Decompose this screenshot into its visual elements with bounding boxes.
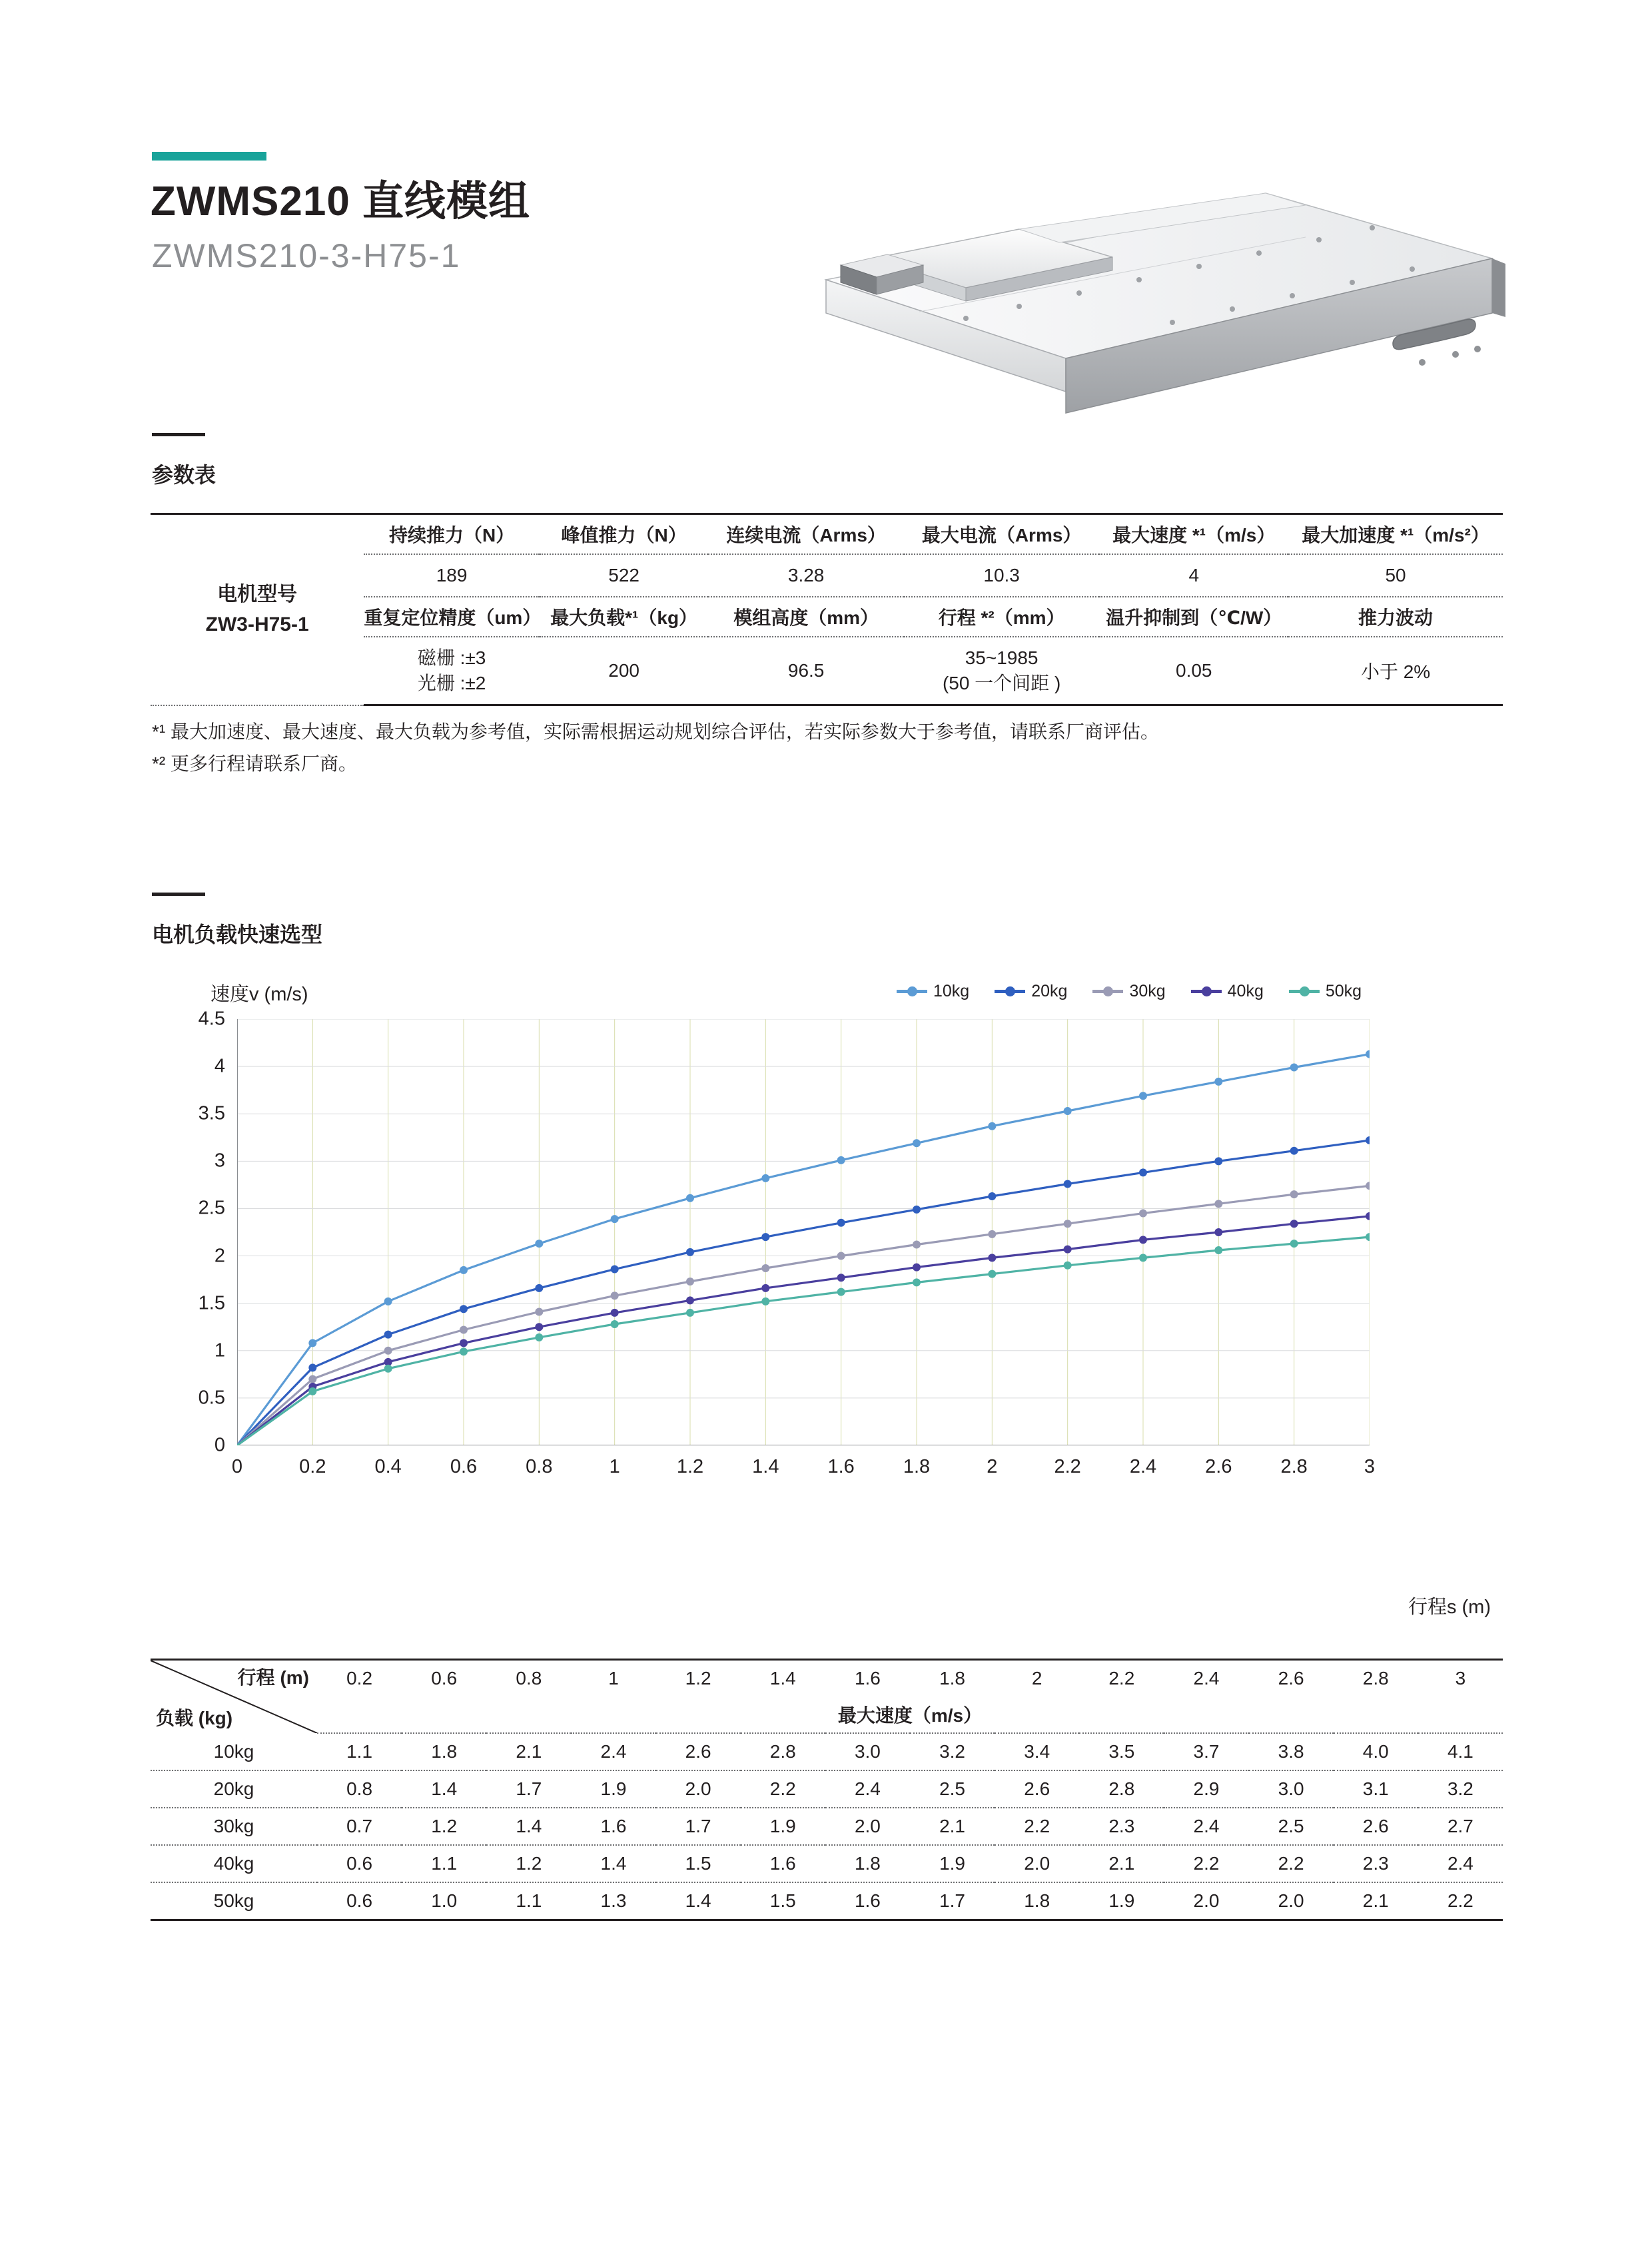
legend-item-30kg bbox=[1092, 982, 1165, 1001]
cell-value: 2.0 bbox=[1164, 1882, 1248, 1920]
cell-value: 1.2 bbox=[486, 1845, 571, 1882]
chart-svg bbox=[237, 1019, 1370, 1445]
cell-value: 96.5 bbox=[708, 637, 904, 705]
table-row bbox=[151, 1808, 1503, 1845]
table-corner-header bbox=[151, 1660, 317, 1734]
corner-load-label: 负载 (kg) bbox=[156, 1708, 233, 1728]
x-axis-label: 行程s (m) bbox=[1408, 1597, 1491, 1618]
row-header-50kg: 50kg bbox=[151, 1882, 317, 1920]
y-tick-label: 3.5 bbox=[198, 1102, 225, 1124]
cell-value: 3.5 bbox=[1079, 1733, 1164, 1770]
cell-value: 2.0 bbox=[825, 1808, 910, 1845]
accent-bar bbox=[152, 152, 266, 161]
y-tick-label: 2 bbox=[214, 1245, 225, 1267]
y-tick-label: 4 bbox=[214, 1055, 225, 1077]
product-image bbox=[799, 180, 1532, 466]
cell-value: 189 bbox=[364, 554, 540, 597]
cell-value: 2.4 bbox=[825, 1770, 910, 1808]
column-header: 2.2 bbox=[1079, 1660, 1164, 1697]
col-header: 模组高度（mm） bbox=[708, 597, 904, 637]
y-tick-label: 3 bbox=[214, 1150, 225, 1172]
x-tick-label: 0.8 bbox=[526, 1456, 553, 1477]
cell-value: 2.4 bbox=[571, 1733, 655, 1770]
x-tick-label: 2.4 bbox=[1129, 1456, 1157, 1477]
accuracy-magnetic: 磁栅 :±3 bbox=[417, 647, 486, 669]
cell-value: 小于 2% bbox=[1288, 637, 1503, 705]
legend-label: 30kg bbox=[1129, 982, 1166, 1000]
table-row bbox=[151, 1845, 1503, 1882]
cell-value: 0.7 bbox=[317, 1808, 402, 1845]
legend-item-50kg bbox=[1289, 982, 1362, 1001]
cell-value: 1.7 bbox=[486, 1770, 571, 1808]
cell-value: 2.6 bbox=[1334, 1808, 1418, 1845]
cell-value: 0.6 bbox=[317, 1882, 402, 1920]
cell-value: 2.0 bbox=[995, 1845, 1079, 1882]
column-header: 1.2 bbox=[656, 1660, 741, 1697]
cell-value: 2.4 bbox=[1418, 1845, 1503, 1882]
cell-value: 3.0 bbox=[1249, 1770, 1334, 1808]
cell-value: 2.4 bbox=[1164, 1808, 1248, 1845]
y-tick-label: 0.5 bbox=[198, 1387, 225, 1409]
section-title-params: 参数表 bbox=[152, 463, 216, 487]
speed-header: 最大速度（m/s） bbox=[317, 1696, 1503, 1733]
section-rule-chart bbox=[152, 893, 205, 896]
cell-value: 3.1 bbox=[1334, 1770, 1418, 1808]
cell-value: 3.8 bbox=[1249, 1733, 1334, 1770]
cell-value: 1.7 bbox=[656, 1808, 741, 1845]
legend-label: 10kg bbox=[933, 982, 970, 1000]
row-header-10kg: 10kg bbox=[151, 1733, 317, 1770]
legend-swatch bbox=[1191, 990, 1222, 993]
col-header: 最大电流（Arms） bbox=[904, 514, 1100, 555]
parameter-table bbox=[151, 513, 1503, 706]
cell-value: 1.4 bbox=[571, 1845, 655, 1882]
column-header: 0.6 bbox=[402, 1660, 486, 1697]
table-row bbox=[151, 1696, 1503, 1733]
legend-label: 20kg bbox=[1031, 982, 1068, 1000]
column-header: 0.8 bbox=[486, 1660, 571, 1697]
col-header: 温升抑制到（℃/W） bbox=[1099, 597, 1288, 637]
col-header: 重复定位精度（um） bbox=[364, 597, 540, 637]
section-title-chart: 电机负载快速选型 bbox=[152, 923, 323, 946]
cell-value: 1.5 bbox=[741, 1882, 825, 1920]
cell-value: 1.9 bbox=[741, 1808, 825, 1845]
legend-swatch bbox=[1289, 990, 1320, 993]
cell-value: 1.6 bbox=[741, 1845, 825, 1882]
cell-value: 1.2 bbox=[402, 1808, 486, 1845]
section-rule-params bbox=[152, 433, 205, 436]
x-tick-label: 1.4 bbox=[752, 1456, 779, 1477]
table-row bbox=[151, 1882, 1503, 1920]
table-row bbox=[151, 1660, 1503, 1697]
cell-value: 3.7 bbox=[1164, 1733, 1248, 1770]
column-header: 3 bbox=[1418, 1660, 1503, 1697]
cell-value: 2.0 bbox=[656, 1770, 741, 1808]
x-tick-label: 2 bbox=[987, 1456, 998, 1477]
cell-value: 1.9 bbox=[910, 1845, 995, 1882]
cell-value: 1.1 bbox=[402, 1845, 486, 1882]
col-header: 行程 *²（mm） bbox=[904, 597, 1100, 637]
cell-value: 1.8 bbox=[995, 1882, 1079, 1920]
legend-item-10kg bbox=[897, 982, 969, 1001]
x-tick-label: 2.8 bbox=[1280, 1456, 1308, 1477]
column-header: 2.6 bbox=[1249, 1660, 1334, 1697]
cell-value: 4.1 bbox=[1418, 1733, 1503, 1770]
cell-value: 2.3 bbox=[1079, 1808, 1164, 1845]
x-tick-label: 1.8 bbox=[903, 1456, 931, 1477]
cell-value-stroke bbox=[904, 637, 1100, 705]
stroke-range: 35~1985 bbox=[965, 647, 1038, 669]
column-header: 2.8 bbox=[1334, 1660, 1418, 1697]
cell-value: 1.8 bbox=[825, 1845, 910, 1882]
legend-swatch bbox=[1092, 990, 1123, 993]
chart-legend bbox=[897, 982, 1362, 1001]
legend-item-40kg bbox=[1191, 982, 1264, 1001]
col-header: 推力波动 bbox=[1288, 597, 1503, 637]
table-row bbox=[151, 1770, 1503, 1808]
column-header: 0.2 bbox=[317, 1660, 402, 1697]
cell-value: 1.4 bbox=[656, 1882, 741, 1920]
cell-value: 1.0 bbox=[402, 1882, 486, 1920]
legend-swatch bbox=[995, 990, 1025, 993]
page-subtitle: ZWMS210-3-H75-1 bbox=[152, 237, 461, 274]
cell-value: 2.2 bbox=[741, 1770, 825, 1808]
cell-value: 2.6 bbox=[995, 1770, 1079, 1808]
cell-value: 522 bbox=[540, 554, 709, 597]
col-header: 最大负载*¹（kg） bbox=[540, 597, 709, 637]
col-header: 峰值推力（N） bbox=[540, 514, 709, 555]
x-tick-label: 2.2 bbox=[1054, 1456, 1081, 1477]
motor-model-line1: 电机型号 bbox=[217, 583, 298, 606]
cell-value: 2.9 bbox=[1164, 1770, 1248, 1808]
cell-value: 2.1 bbox=[910, 1808, 995, 1845]
column-header: 1.6 bbox=[825, 1660, 910, 1697]
column-header: 1.4 bbox=[741, 1660, 825, 1697]
cell-value: 1.3 bbox=[571, 1882, 655, 1920]
row-header-30kg: 30kg bbox=[151, 1808, 317, 1845]
cell-value: 2.0 bbox=[1249, 1882, 1334, 1920]
legend-label: 40kg bbox=[1227, 982, 1264, 1000]
cell-value: 2.3 bbox=[1334, 1845, 1418, 1882]
column-header: 2 bbox=[995, 1660, 1079, 1697]
cell-value: 3.0 bbox=[825, 1733, 910, 1770]
footnote-1: *¹ 最大加速度、最大速度、最大负载为参考值，实际需根据运动规划综合评估，若实际参数大于参考值，请联系厂商评估。 bbox=[152, 721, 1160, 742]
x-tick-label: 1.2 bbox=[676, 1456, 704, 1477]
motor-model-cell bbox=[151, 514, 364, 705]
speed-lookup-table bbox=[151, 1659, 1503, 1921]
cell-value: 3.4 bbox=[995, 1733, 1079, 1770]
cell-value: 200 bbox=[540, 637, 709, 705]
cell-value: 1.9 bbox=[1079, 1882, 1164, 1920]
cell-value: 1.8 bbox=[402, 1733, 486, 1770]
cell-value: 1.5 bbox=[656, 1845, 741, 1882]
cell-value: 2.2 bbox=[995, 1808, 1079, 1845]
x-tick-label: 0 bbox=[231, 1456, 243, 1477]
cell-value: 2.1 bbox=[486, 1733, 571, 1770]
cell-value: 2.5 bbox=[910, 1770, 995, 1808]
cell-value: 10.3 bbox=[904, 554, 1100, 597]
cell-value: 1.6 bbox=[825, 1882, 910, 1920]
footnotes bbox=[152, 716, 1159, 779]
cell-value: 1.4 bbox=[402, 1770, 486, 1808]
cell-value: 2.1 bbox=[1334, 1882, 1418, 1920]
legend-item-20kg bbox=[995, 982, 1067, 1001]
y-tick-label: 1.5 bbox=[198, 1292, 225, 1314]
y-tick-label: 2.5 bbox=[198, 1197, 225, 1219]
x-tick-label: 0.2 bbox=[299, 1456, 326, 1477]
cell-value: 2.2 bbox=[1249, 1845, 1334, 1882]
table-row bbox=[151, 1733, 1503, 1770]
cell-value: 0.8 bbox=[317, 1770, 402, 1808]
cell-value-accuracy bbox=[364, 637, 540, 705]
x-tick-label: 0.4 bbox=[374, 1456, 402, 1477]
col-header: 最大加速度 *¹（m/s²） bbox=[1288, 514, 1503, 555]
cell-value: 2.8 bbox=[1079, 1770, 1164, 1808]
row-header-40kg: 40kg bbox=[151, 1845, 317, 1882]
row-header-20kg: 20kg bbox=[151, 1770, 317, 1808]
cell-value: 4.0 bbox=[1334, 1733, 1418, 1770]
legend-swatch bbox=[897, 990, 927, 993]
cell-value: 2.2 bbox=[1164, 1845, 1248, 1882]
cell-value: 1.1 bbox=[486, 1882, 571, 1920]
stroke-step: (50 一个间距 ) bbox=[942, 673, 1061, 693]
cell-value: 3.2 bbox=[1418, 1770, 1503, 1808]
cell-value: 1.6 bbox=[571, 1808, 655, 1845]
y-axis-label: 速度v (m/s) bbox=[210, 984, 308, 1005]
chart-plot-area bbox=[198, 1008, 1376, 1477]
col-header: 持续推力（N） bbox=[364, 514, 540, 555]
cell-value: 50 bbox=[1288, 554, 1503, 597]
y-tick-label: 0 bbox=[214, 1434, 225, 1456]
x-tick-label: 0.6 bbox=[450, 1456, 478, 1477]
table-row bbox=[151, 514, 1503, 555]
cell-value: 1.1 bbox=[317, 1733, 402, 1770]
cell-value: 2.6 bbox=[656, 1733, 741, 1770]
load-speed-chart bbox=[151, 979, 1503, 1632]
corner-stroke-label: 行程 (m) bbox=[237, 1667, 309, 1688]
cell-value: 2.7 bbox=[1418, 1808, 1503, 1845]
cell-value: 2.8 bbox=[741, 1733, 825, 1770]
y-tick-label: 4.5 bbox=[198, 1008, 225, 1030]
column-header: 1 bbox=[571, 1660, 655, 1697]
y-tick-label: 1 bbox=[214, 1339, 225, 1361]
cell-value: 2.2 bbox=[1418, 1882, 1503, 1920]
cell-value: 1.4 bbox=[486, 1808, 571, 1845]
footnote-2: *² 更多行程请联系厂商。 bbox=[152, 753, 358, 774]
cell-value: 1.9 bbox=[571, 1770, 655, 1808]
cell-value: 0.05 bbox=[1099, 637, 1288, 705]
x-tick-label: 3 bbox=[1364, 1456, 1376, 1477]
column-header: 2.4 bbox=[1164, 1660, 1248, 1697]
cell-value: 3.2 bbox=[910, 1733, 995, 1770]
cell-value: 2.5 bbox=[1249, 1808, 1334, 1845]
accuracy-optical: 光栅 :±2 bbox=[417, 673, 486, 693]
page-title: ZWMS210 直线模组 bbox=[151, 179, 531, 224]
x-tick-label: 1 bbox=[609, 1456, 620, 1477]
cell-value: 2.1 bbox=[1079, 1845, 1164, 1882]
cell-value: 4 bbox=[1099, 554, 1288, 597]
cell-value: 0.6 bbox=[317, 1845, 402, 1882]
col-header: 连续电流（Arms） bbox=[708, 514, 904, 555]
cell-value: 3.28 bbox=[708, 554, 904, 597]
motor-model-line2: ZW3-H75-1 bbox=[205, 613, 309, 636]
legend-label: 50kg bbox=[1325, 982, 1362, 1000]
x-tick-label: 1.6 bbox=[827, 1456, 855, 1477]
cell-value: 1.7 bbox=[910, 1882, 995, 1920]
x-tick-label: 2.6 bbox=[1205, 1456, 1232, 1477]
column-header: 1.8 bbox=[910, 1660, 995, 1697]
col-header: 最大速度 *¹（m/s） bbox=[1099, 514, 1288, 555]
